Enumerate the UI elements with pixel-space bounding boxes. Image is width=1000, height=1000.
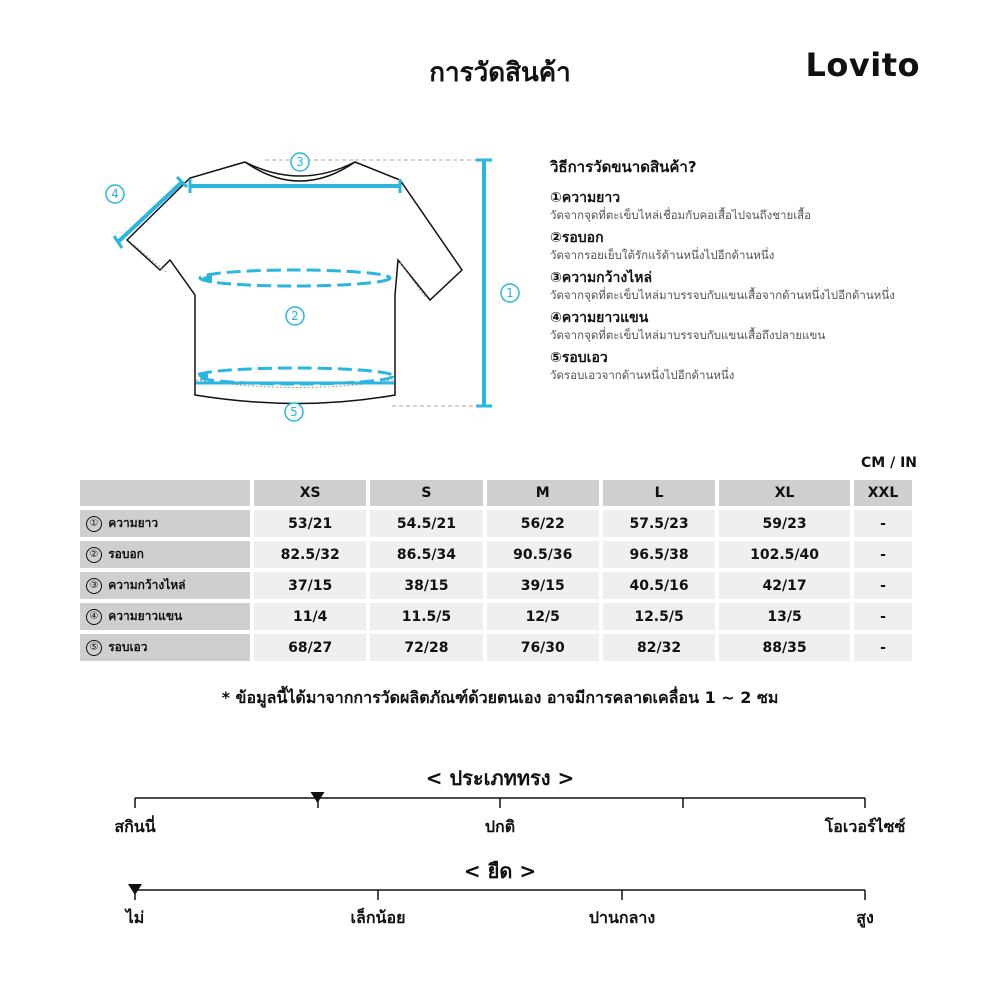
instruction-title: ④ความยาวแขน xyxy=(550,310,649,326)
table-cell: 76/30 xyxy=(487,634,599,661)
table-header-row xyxy=(80,480,912,506)
instruction-item xyxy=(550,269,990,303)
instruction-desc: วัดจากจุดที่ตะเข็บไหล่มาบรรจบกับแขนเสื้อถึงปลายแขน xyxy=(550,328,826,342)
table-cell: 57.5/23 xyxy=(603,510,715,537)
table-cell: 40.5/16 xyxy=(603,572,715,599)
garment-diagram xyxy=(90,150,530,430)
instruction-title: ⑤รอบเอว xyxy=(550,350,608,366)
table-cell: 42/17 xyxy=(719,572,850,599)
stretch-label-high: สูง xyxy=(856,908,874,927)
instruction-desc: วัดรอบเอวจากด้านหนึ่งไปอีกด้านหนึ่ง xyxy=(550,368,735,382)
table-cell: 12.5/5 xyxy=(603,603,715,630)
table-row xyxy=(80,603,912,630)
table-cell: 37/15 xyxy=(254,572,366,599)
row-label-text: รอบเอว xyxy=(108,640,148,654)
instruction-title: ①ความยาว xyxy=(550,190,621,206)
row-number: ② xyxy=(86,547,102,563)
size-header: M xyxy=(487,480,599,506)
instruction-desc: วัดจากจุดที่ตะเข็บไหล่เชื่อมกับคอเสื้อไปจนถึงชายเสื้อ xyxy=(550,208,812,222)
table-cell: 39/15 xyxy=(487,572,599,599)
stretch-scale-title: < ยืด > xyxy=(463,859,537,883)
row-number: ④ xyxy=(86,609,102,625)
row-number: ③ xyxy=(86,578,102,594)
table-row xyxy=(80,572,912,599)
table-cell: 54.5/21 xyxy=(370,510,482,537)
size-header: S xyxy=(370,480,482,506)
table-cell: 72/28 xyxy=(370,634,482,661)
table-cell: 11.5/5 xyxy=(370,603,482,630)
instruction-title: ②รอบอก xyxy=(550,230,604,246)
row-label-text: รอบอก xyxy=(108,547,144,561)
table-cell: 86.5/34 xyxy=(370,541,482,568)
instruction-desc: วัดจากรอยเย็บใต้รักแร้ด้านหนึ่งไปอีกด้านหนึ่ง xyxy=(550,248,775,262)
measurement-instructions xyxy=(550,155,990,389)
instruction-desc: วัดจากจุดที่ตะเข็บไหล่มาบรรจบกับแขนเสื้อจากด้านหนึ่งไปอีกด้านหนึ่ง xyxy=(550,288,895,302)
table-cell: - xyxy=(854,541,912,568)
table-cell: 12/5 xyxy=(487,603,599,630)
size-header: XL xyxy=(719,480,850,506)
row-label xyxy=(80,572,250,599)
table-cell: - xyxy=(854,572,912,599)
table-cell: 102.5/40 xyxy=(719,541,850,568)
row-number: ① xyxy=(86,516,102,532)
stretch-label-medium: ปานกลาง xyxy=(588,908,656,927)
page-title: การวัดสินค้า xyxy=(429,58,571,88)
table-row xyxy=(80,510,912,537)
instructions-heading: วิธีการวัดขนาดสินค้า? xyxy=(550,158,697,176)
instruction-item xyxy=(550,229,990,263)
table-cell: 68/27 xyxy=(254,634,366,661)
stretch-label-slight: เล็กน้อย xyxy=(350,908,406,927)
table-cell: 59/23 xyxy=(719,510,850,537)
marker-2: 2 xyxy=(291,309,299,323)
table-cell: - xyxy=(854,603,912,630)
instruction-item xyxy=(550,189,990,223)
table-corner xyxy=(80,480,250,506)
marker-4: 4 xyxy=(111,187,119,201)
table-cell: 56/22 xyxy=(487,510,599,537)
tshirt-illustration xyxy=(90,150,530,430)
table-cell: 13/5 xyxy=(719,603,850,630)
table-row xyxy=(80,541,912,568)
measurement-note: * ข้อมูลนี้ได้มาจากการวัดผลิตภัณฑ์ด้วยตนเอง อาจมีการคลาดเคลื่อน 1 ~ 2 ซม xyxy=(221,688,779,707)
row-label xyxy=(80,510,250,537)
brand-logo: Lovito xyxy=(805,46,920,84)
row-label-text: ความยาวแขน xyxy=(108,609,183,623)
fit-label-skinny: สกินนี่ xyxy=(114,817,156,836)
table-row xyxy=(80,634,912,661)
row-number: ⑤ xyxy=(86,640,102,656)
size-table xyxy=(76,476,916,665)
size-header: XS xyxy=(254,480,366,506)
fit-scale-title: < ประเภททรง > xyxy=(425,766,575,790)
table-cell: 96.5/38 xyxy=(603,541,715,568)
row-label-text: ความยาว xyxy=(108,516,159,530)
fit-label-regular: ปกติ xyxy=(484,817,516,836)
fit-label-oversize: โอเวอร์ไซซ์ xyxy=(824,817,906,836)
table-cell: 82.5/32 xyxy=(254,541,366,568)
table-cell: - xyxy=(854,634,912,661)
size-header: XXL xyxy=(854,480,912,506)
marker-3: 3 xyxy=(296,155,304,169)
size-header: L xyxy=(603,480,715,506)
table-cell: 90.5/36 xyxy=(487,541,599,568)
table-cell: 38/15 xyxy=(370,572,482,599)
unit-label: CM / IN xyxy=(861,455,917,471)
table-cell: 82/32 xyxy=(603,634,715,661)
table-cell: 88/35 xyxy=(719,634,850,661)
marker-1: 1 xyxy=(506,286,514,300)
stretch-label-none: ไม่ xyxy=(125,908,145,927)
stretch-scale xyxy=(0,882,1000,912)
instruction-item xyxy=(550,349,990,383)
row-label-text: ความกว้างไหล่ xyxy=(108,578,186,592)
table-cell: - xyxy=(854,510,912,537)
marker-5: 5 xyxy=(290,405,298,419)
row-label xyxy=(80,603,250,630)
instruction-item xyxy=(550,309,990,343)
table-cell: 53/21 xyxy=(254,510,366,537)
instruction-title: ③ความกว้างไหล่ xyxy=(550,270,653,286)
row-label xyxy=(80,541,250,568)
table-cell: 11/4 xyxy=(254,603,366,630)
row-label xyxy=(80,634,250,661)
